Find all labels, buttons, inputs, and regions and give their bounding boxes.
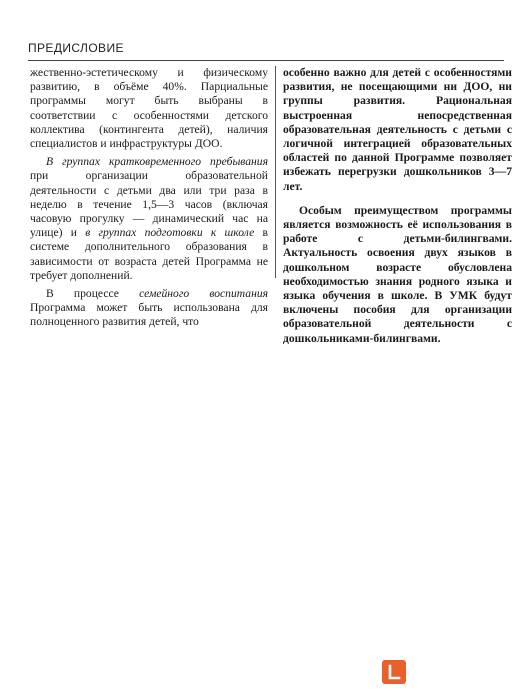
school-prep-groups-term: в группах подготовки к школе [85,226,255,240]
labirint-logo-icon [382,660,406,684]
right-paragraph-1: особенно важно для детей с особенностями развития, не посещающими ни ДОО, ни группы развития. Рациональная выстроенная непосредственная образовательная деятельность с детьми с логичной интеграцией образовательных областей по данной Программе позволяет избежать перегрузки дошкольников 3—7 лет. [283,66,512,193]
left-paragraph-2-text-a: при организации образовательной деятельности с детьми два или три раза в неделю в течение 1,5—3 часов (включая часовую прогулку — динамический час на улице) и [30,169,268,240]
left-paragraph-1: жественно-эстетическому и физическому развитию, в объёме 40%. Парциальные программы могут быть выбраны в соответствии с особенностями детского коллектива (контингента детей), наличия специалистов и инфраструктуры ДОО. [30,66,268,151]
left-paragraph-3-text-a: В процессе [46,287,140,301]
header-rule [28,60,504,61]
left-paragraph-2 [30,155,268,283]
family-upbringing-term: семейного воспитания [139,287,269,301]
right-column [283,66,512,346]
running-header: ПРЕДИСЛОВИЕ [28,41,124,55]
short-stay-groups-term: В группах кратковременного пребывания [46,155,268,169]
left-paragraph-3-text-b: Программа может быть использована для полноценного развития детей, что [30,301,268,329]
left-paragraph-2-text-b: в системе дополнительного образования в зависимости от возраста детей Программа не требует дополнений. [30,226,268,282]
column-divider [275,66,276,278]
left-column [30,66,268,330]
right-paragraph-2: Особым преимуществом программы является возможность её использования в работе с детьми-билингвами. Актуальность освоения двух языков в дошкольном возрасте обусловлена необходимостью знания родного языка и языка обучения в школе. В УМК будут включены пособия для организации образовательной деятельности с дошкольниками-билингвами. [283,203,512,345]
left-paragraph-3 [30,287,268,330]
